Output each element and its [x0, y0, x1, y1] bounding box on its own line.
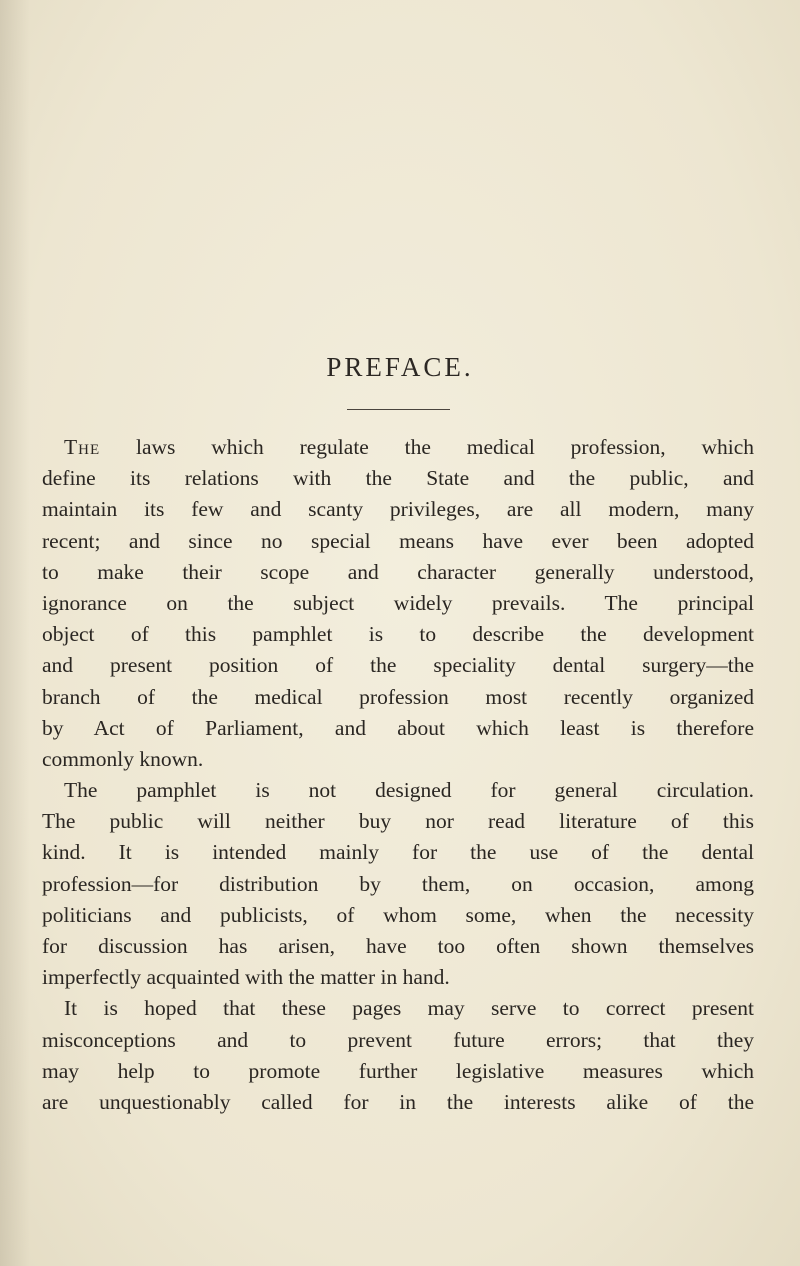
- lead-word: The: [64, 435, 101, 459]
- text-line: may help to promote further legislative measures which: [42, 1058, 754, 1083]
- text-line: It is hoped that these pages may serve to correct present: [64, 996, 754, 1021]
- text-line: The laws which regulate the medical profession, which: [64, 435, 754, 459]
- title-divider: [347, 409, 450, 410]
- text-line: define its relations with the State and the public, and: [42, 466, 754, 491]
- text-line: recent; and since no special means have ever been adopted: [42, 528, 754, 553]
- text-line: The public will neither buy nor read literature of this: [42, 809, 754, 834]
- text-line: The pamphlet is not designed for general circulation.: [64, 778, 754, 803]
- text-line: ignorance on the subject widely prevails. The principal: [42, 590, 754, 615]
- text-line: imperfectly acquainted with the matter in hand.: [42, 965, 450, 990]
- text-line: and present position of the speciality dental surgery—the: [42, 653, 754, 678]
- page-title: PREFACE.: [326, 352, 474, 382]
- text-line: politicians and publicists, of whom some, when the necessity: [42, 902, 754, 927]
- text-line: maintain its few and scanty privileges, are all modern, many: [42, 497, 754, 522]
- text-line: misconceptions and to prevent future errors; that they: [42, 1027, 754, 1052]
- text-line: object of this pamphlet is to describe the development: [42, 622, 754, 647]
- text-line: by Act of Parliament, and about which least is therefore: [42, 715, 754, 740]
- text-line: kind. It is intended mainly for the use of the dental: [42, 840, 754, 865]
- text-line: branch of the medical profession most recently organized: [42, 684, 754, 709]
- text-line: profession—for distribution by them, on occasion, among: [42, 871, 754, 896]
- page-gutter-shadow: [0, 0, 30, 1266]
- text-line: to make their scope and character generally understood,: [42, 559, 754, 584]
- text-line: for discussion has arisen, have too often shown themselves: [42, 934, 754, 958]
- preface-text: [42, 432, 754, 1118]
- text-line: are unquestionably called for in the interests alike of the: [42, 1089, 754, 1114]
- text-line: commonly known.: [42, 746, 204, 771]
